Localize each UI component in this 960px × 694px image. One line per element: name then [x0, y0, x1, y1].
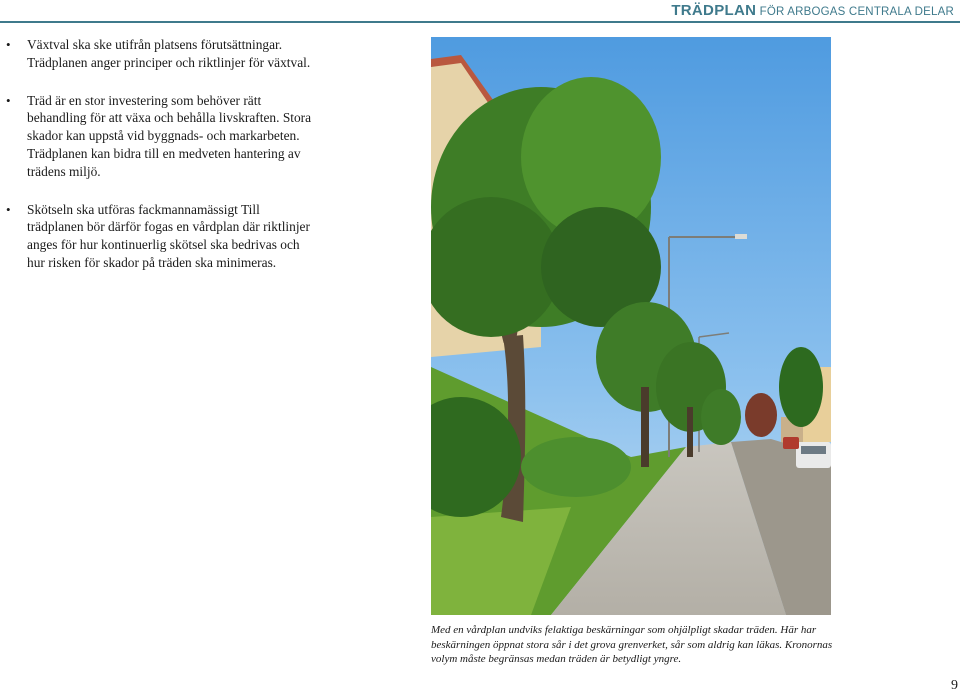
- bullet-item: [6, 201, 316, 272]
- street-tree-photo: [431, 37, 831, 615]
- bullet-dot-icon: •: [6, 92, 11, 108]
- bullet-item: [6, 92, 316, 181]
- bullet-dot-icon: •: [6, 37, 11, 52]
- header-title: TRÄDPLAN: [671, 2, 757, 19]
- header-rule: [0, 21, 960, 23]
- bullet-text: Skötseln ska utföras fackmannamässigt Till trädplanen bör därför fogas en vårdplan där riktlinjer anges för hur kontinuerlig skötsel ska bedrivas och hur risken för skador på träden ska minimeras.: [27, 201, 310, 270]
- bullet-text: Träd är en stor investering som behöver rätt behandling för att växa och behålla livskraften. Stora skador kan uppstå vid byggnads- och markarbeten. Trädplanen kan bidra till en medveten hantering av trädens miljö.: [27, 92, 312, 179]
- bullet-list: [6, 36, 316, 292]
- photo-caption: Med en vårdplan undviks felaktiga beskärningar som ohjälpligt skadar träden. Här har beskärningen öppnat stora sår i det grova grenverket, sår som aldrig kan läkas. Kronornas volym måste begränsas medan träden är betydligt yngre.: [431, 624, 833, 666]
- bullet-item: [6, 36, 316, 72]
- header-subtitle: FÖR ARBOGAS CENTRALA DELAR: [756, 6, 954, 18]
- bullet-text: Växtval ska ske utifrån platsens förutsättningar. Trädplanen anger principer och riktlinjer för växtval.: [27, 37, 311, 70]
- bullet-dot-icon: •: [6, 201, 11, 217]
- page-header: [671, 2, 954, 20]
- page-number: 9: [951, 678, 958, 693]
